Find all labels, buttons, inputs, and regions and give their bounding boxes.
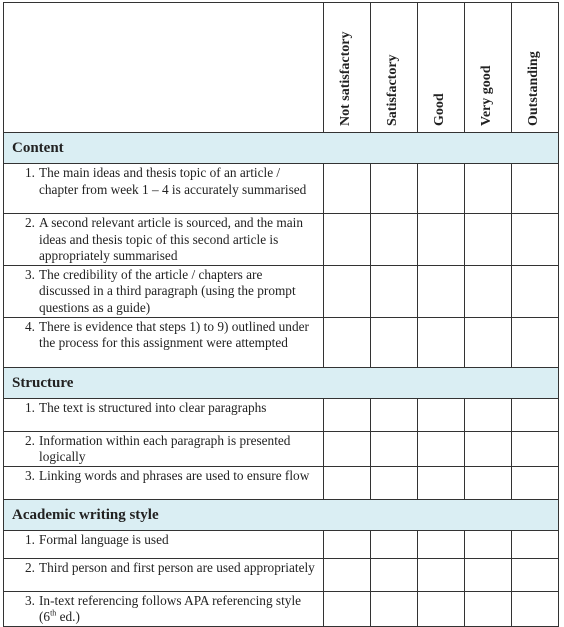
criterion-cell — [4, 591, 324, 626]
rating-cell[interactable] — [512, 164, 559, 214]
rating-cell[interactable] — [371, 466, 418, 499]
criterion-cell — [4, 466, 324, 499]
criterion-row — [4, 530, 559, 558]
criterion-cell — [4, 558, 324, 591]
rating-cell[interactable] — [465, 466, 512, 499]
criterion-cell — [4, 164, 324, 214]
criterion-row — [4, 558, 559, 591]
criterion-text: Information within each paragraph is presented logically — [39, 432, 291, 465]
rating-cell[interactable] — [512, 466, 559, 499]
criterion-text: The text is structured into clear paragraphs — [39, 399, 267, 415]
rating-cell[interactable] — [418, 466, 465, 499]
rating-cell[interactable] — [465, 317, 512, 367]
rating-cell[interactable] — [371, 431, 418, 466]
rating-cell[interactable] — [512, 591, 559, 626]
rating-cell[interactable] — [465, 164, 512, 214]
rating-cell[interactable] — [418, 214, 465, 266]
rating-cell[interactable] — [324, 530, 371, 558]
criterion-cell — [4, 265, 324, 317]
section-row — [4, 367, 559, 398]
rating-cell[interactable] — [418, 164, 465, 214]
rating-header-satisfactory: Satisfactory — [371, 3, 418, 133]
rating-cell[interactable] — [371, 591, 418, 626]
rating-cell[interactable] — [324, 591, 371, 626]
rating-cell[interactable] — [512, 214, 559, 266]
header-row — [4, 3, 559, 133]
rating-cell[interactable] — [371, 530, 418, 558]
criterion-text: The credibility of the article / chapters are discussed in a third paragraph (using the prompt questions as a guide) — [39, 266, 296, 315]
criterion-text: In-text referencing follows APA referencing style (6th ed.) — [39, 592, 302, 625]
section-row — [4, 133, 559, 164]
rating-header-good: Good — [418, 3, 465, 133]
rating-cell[interactable] — [324, 466, 371, 499]
criteria-header-cell — [4, 3, 324, 133]
rating-cell[interactable] — [465, 591, 512, 626]
criterion-number: 3. — [25, 266, 35, 282]
rating-cell[interactable] — [418, 591, 465, 626]
rating-header-very-good: Very good — [465, 3, 512, 133]
criterion-number: 2. — [25, 432, 35, 448]
criterion-row — [4, 164, 559, 214]
criterion-number: 2. — [25, 215, 35, 230]
rating-cell[interactable] — [418, 317, 465, 367]
criterion-number: 3. — [25, 467, 35, 483]
rating-cell[interactable] — [465, 558, 512, 591]
rating-cell[interactable] — [465, 431, 512, 466]
criterion-text: There is evidence that steps 1) to 9) outlined under the process for this assignment were attempted — [39, 318, 309, 351]
criterion-row — [4, 591, 559, 626]
criterion-text: Linking words and phrases are used to ensure flow — [39, 467, 310, 483]
section-title: Content — [12, 140, 64, 156]
rating-cell[interactable] — [465, 398, 512, 431]
rating-cell[interactable] — [418, 398, 465, 431]
section-row — [4, 499, 559, 530]
criterion-number: 1. — [25, 399, 35, 415]
rating-cell[interactable] — [465, 530, 512, 558]
rating-cell[interactable] — [324, 558, 371, 591]
rating-header-outstanding: Outstanding — [512, 3, 559, 133]
criterion-text: The main ideas and thesis topic of an article / chapter from week 1 – 4 is accurately summarised — [39, 165, 307, 197]
rating-cell[interactable] — [371, 214, 418, 266]
criterion-cell — [4, 530, 324, 558]
rating-cell[interactable] — [371, 558, 418, 591]
criterion-number: 4. — [25, 318, 35, 334]
criterion-row — [4, 265, 559, 317]
rating-cell[interactable] — [465, 214, 512, 266]
rating-cell[interactable] — [512, 265, 559, 317]
criterion-cell — [4, 317, 324, 367]
rating-cell[interactable] — [371, 265, 418, 317]
criterion-row — [4, 214, 559, 266]
criterion-row — [4, 431, 559, 466]
rating-cell[interactable] — [371, 398, 418, 431]
criterion-text: Formal language is used — [39, 531, 169, 547]
rating-cell[interactable] — [512, 317, 559, 367]
rating-header-not-satisfactory: Not satisfactory — [324, 3, 371, 133]
rating-cell[interactable] — [418, 265, 465, 317]
criterion-row — [4, 466, 559, 499]
criterion-text: Third person and first person are used appropriately — [39, 559, 315, 575]
rating-cell[interactable] — [512, 431, 559, 466]
criterion-number: 1. — [25, 165, 35, 180]
rating-cell[interactable] — [324, 431, 371, 466]
criterion-number: 3. — [25, 592, 35, 608]
rating-cell[interactable] — [324, 317, 371, 367]
rating-cell[interactable] — [324, 214, 371, 266]
section-title: Structure — [12, 374, 74, 391]
rating-cell[interactable] — [418, 431, 465, 466]
criterion-text: A second relevant article is sourced, and the main ideas and thesis topic of this second article is appropriately summarised — [39, 215, 303, 264]
rating-cell[interactable] — [371, 317, 418, 367]
rating-cell[interactable] — [324, 398, 371, 431]
rubric-table — [3, 2, 559, 627]
rating-cell[interactable] — [465, 265, 512, 317]
rating-cell[interactable] — [418, 530, 465, 558]
rating-cell[interactable] — [512, 558, 559, 591]
rating-cell[interactable] — [324, 164, 371, 214]
rating-cell[interactable] — [324, 265, 371, 317]
criterion-cell — [4, 214, 324, 266]
rating-cell[interactable] — [512, 398, 559, 431]
rating-cell[interactable] — [371, 164, 418, 214]
criterion-cell — [4, 398, 324, 431]
rating-cell[interactable] — [418, 558, 465, 591]
criterion-number: 2. — [25, 559, 35, 575]
criterion-cell — [4, 431, 324, 466]
criterion-row — [4, 317, 559, 367]
rating-cell[interactable] — [512, 530, 559, 558]
criterion-row — [4, 398, 559, 431]
criterion-number: 1. — [25, 531, 35, 547]
section-title: Academic writing style — [12, 506, 159, 523]
